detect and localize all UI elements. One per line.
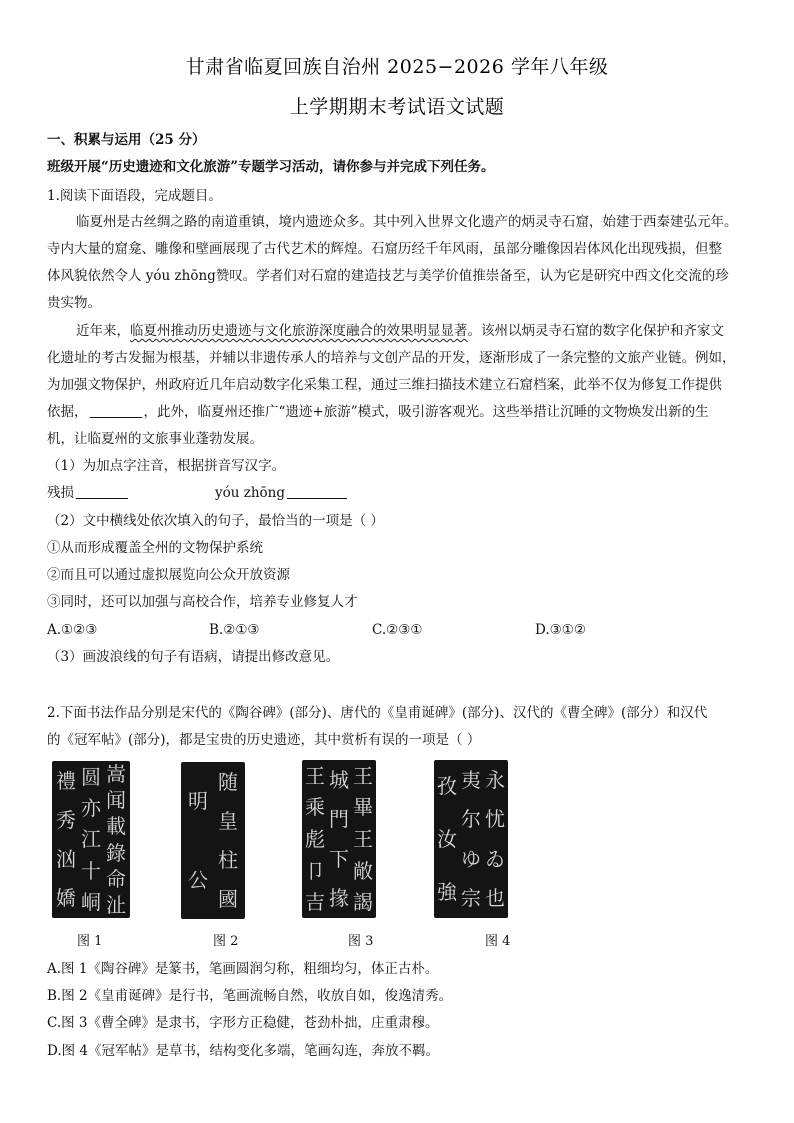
calligraphy-glyph: 江	[81, 827, 101, 852]
calligraphy-glyph: 柱	[218, 848, 238, 873]
calligraphy-figure-2	[181, 762, 245, 919]
calligraphy-glyph: ゆ	[461, 846, 481, 871]
paragraph-2-text: 。该州以炳灵寺石窟的数字化保护和齐家文	[467, 323, 724, 339]
calligraphy-glyph: 門	[329, 807, 349, 832]
option-a[interactable]: A.图 1《陶谷碑》是篆书，笔画圆润匀称，粗细均匀，体正古朴。	[47, 961, 439, 977]
paragraph-2-text: 近年来，	[76, 323, 130, 339]
paragraph-2-line: 机，让临夏州的文旅事业蓬勃发展。	[47, 431, 263, 447]
figure-4-caption: 图 4	[485, 934, 511, 949]
calligraphy-figure-4	[434, 760, 508, 918]
calligraphy-glyph: 秀	[56, 807, 76, 832]
calligraphy-glyph: 卩	[305, 858, 325, 883]
paragraph-1-line: 临夏州是古丝绸之路的南道重镇，境内遗迹众多。其中列入世界文化遗产的炳灵寺石窟，始建于西秦建弘元年。	[76, 214, 738, 230]
calligraphy-glyph: 王	[305, 763, 325, 788]
calligraphy-glyph: 宗	[461, 886, 481, 911]
calligraphy-glyph: 彪	[305, 826, 325, 851]
sentence-option: ①从而形成覆盖全州的文物保护系统	[47, 540, 263, 556]
paragraph-2-text: 依据，	[47, 404, 88, 420]
calligraphy-glyph: 尔	[461, 807, 481, 832]
calligraphy-glyph: 永	[485, 767, 505, 792]
wavy-underlined-sentence: 临夏州推动历史遗迹与文化旅游深度融合的效果明显显著	[130, 323, 468, 339]
paragraph-1-line: 寺内大量的窟龛、雕像和壁画展现了古代艺术的辉煌。石窟历经千年风雨，虽部分雕像因岩体风化出现残损，但整	[47, 241, 722, 257]
calligraphy-glyph: 強	[437, 879, 457, 904]
calligraphy-glyph: 夷	[461, 767, 481, 792]
calligraphy-glyph: 忧	[485, 807, 505, 832]
word-canssun: 残损	[47, 485, 74, 501]
calligraphy-glyph: 畢	[353, 795, 373, 820]
question-2-prompt: 2.下面书法作品分别是宋代的《陶谷碑》(部分)、唐代的《皇甫诞碑》(部分)、汉代的《曹全碑》(部分）和汉代	[47, 705, 708, 721]
paragraph-2-text: ，此外，临夏州还推广“遗迹+旅游”模式，吸引游客观光。这些举措让沉睡的文物焕发出新的生	[143, 404, 709, 420]
calligraphy-glyph: 嬌	[56, 886, 76, 911]
word-pinyin: yóu zhōng	[215, 485, 286, 501]
calligraphy-glyph: 亦	[81, 796, 101, 821]
calligraphy-glyph: 沚	[106, 892, 126, 917]
calligraphy-glyph: 王	[353, 763, 373, 788]
question-1-prompt: 1.阅读下面语段，完成题目。	[47, 188, 222, 204]
paragraph-2-line: 为加强文物保护，州政府近几年启动数字化采集工程，通过三维扫描技术建立石窟档案，此举不仅为修复工作提供	[47, 377, 722, 393]
option-c[interactable]: C.图 3《曹全碑》是隶书，字形方正稳健，苍劲朴拙，庄重肃穆。	[47, 1015, 439, 1031]
paragraph-1-line: 体风貌依然令人 yóu zhōng赞叹。学者们对石窟的建造技艺与美学价值推崇备至，认为它是研究中西文化交流的珍	[47, 268, 729, 284]
calligraphy-glyph: 峒	[81, 890, 101, 915]
figure-1-caption: 图 1	[77, 934, 103, 949]
calligraphy-glyph: 載	[106, 814, 126, 839]
calligraphy-glyph: 禮	[56, 768, 76, 793]
calligraphy-glyph: 明	[188, 789, 208, 814]
subquestion-3: （3）画波浪线的句子有语病，请提出修改意见。	[47, 649, 340, 665]
calligraphy-glyph: 嵩	[106, 762, 126, 787]
calligraphy-glyph: 敞	[353, 858, 373, 883]
subquestion-1: （1）为加点字注音，根据拼音写汉字。	[47, 458, 286, 474]
question-2-prompt: 的《冠军帖》(部分)，都是宝贵的历史遗迹，其中赏析有误的一项是（ ）	[47, 732, 481, 748]
calligraphy-glyph: 乘	[305, 795, 325, 820]
calligraphy-glyph: 汹	[56, 847, 76, 872]
exam-title-line2: 上学期期末考试语文试题	[289, 96, 505, 118]
calligraphy-figure-1	[52, 761, 130, 918]
calligraphy-glyph: 公	[188, 867, 208, 892]
option-d[interactable]: D.图 4《冠军帖》是草书，结构变化多端，笔画勾连，奔放不羁。	[47, 1043, 440, 1059]
calligraphy-glyph: 城	[329, 767, 349, 792]
figure-3-caption: 图 3	[348, 934, 374, 949]
choice-a[interactable]: A.①②③	[47, 622, 98, 638]
choice-c[interactable]: C.②③①	[372, 622, 423, 638]
choice-d[interactable]: D.③①②	[535, 622, 586, 638]
calligraphy-glyph: 命	[106, 866, 126, 891]
paragraph-2-line	[76, 321, 724, 341]
section-heading: 一、积累与运用（25 分）	[47, 132, 206, 148]
subquestion-1-answer-row	[47, 483, 130, 503]
subquestion-1-answer-row	[215, 483, 349, 503]
calligraphy-glyph: 王	[353, 826, 373, 851]
paragraph-2-line: 化遗址的考古发掘为根基，并辅以非遗传承人的培养与文创产品的开发，逐渐形成了一条完整的文旅产业链。例如，	[47, 350, 736, 366]
sentence-option: ②而且可以通过虚拟展览向公众开放资源	[47, 567, 290, 583]
exam-title-line1: 甘肃省临夏回族自治州 2025−2026 学年八年级	[185, 56, 609, 78]
option-b[interactable]: B.图 2《皇甫诞碑》是行书，笔画流畅自然，收放自如，俊逸清秀。	[47, 988, 453, 1004]
calligraphy-glyph: 國	[218, 887, 238, 912]
calligraphy-glyph: 錄	[106, 840, 126, 865]
paragraph-1-line: 贵实物。	[47, 295, 101, 311]
calligraphy-glyph: 皇	[218, 808, 238, 833]
subquestion-2: （2）文中横线处依次填入的句子，最恰当的一项是（ ）	[47, 513, 384, 529]
calligraphy-glyph: 孜	[437, 774, 457, 799]
calligraphy-glyph: 闻	[106, 788, 126, 813]
paragraph-2-line	[47, 402, 709, 422]
choice-b[interactable]: B.②①③	[209, 622, 260, 638]
calligraphy-figure-3	[302, 760, 376, 918]
figure-2-caption: 图 2	[213, 934, 239, 949]
section-intro: 班级开展“历史遗迹和文化旅游”专题学习活动，请你参与并完成下列任务。	[47, 159, 495, 175]
calligraphy-glyph: 圆	[81, 764, 101, 789]
calligraphy-glyph: 掾	[329, 886, 349, 911]
answer-blank[interactable]	[76, 484, 128, 499]
sentence-option: ③同时，还可以加强与高校合作，培养专业修复人才	[47, 594, 358, 610]
calligraphy-glyph: 吉	[305, 890, 325, 915]
fill-blank[interactable]	[90, 403, 142, 418]
calligraphy-glyph: ゐ	[485, 846, 505, 871]
answer-blank[interactable]	[287, 484, 347, 499]
calligraphy-glyph: 十	[81, 858, 101, 883]
calligraphy-glyph: 下	[329, 846, 349, 871]
calligraphy-glyph: 謁	[353, 890, 373, 915]
calligraphy-glyph: 也	[485, 886, 505, 911]
calligraphy-glyph: 随	[218, 769, 238, 794]
calligraphy-glyph: 汝	[437, 826, 457, 851]
